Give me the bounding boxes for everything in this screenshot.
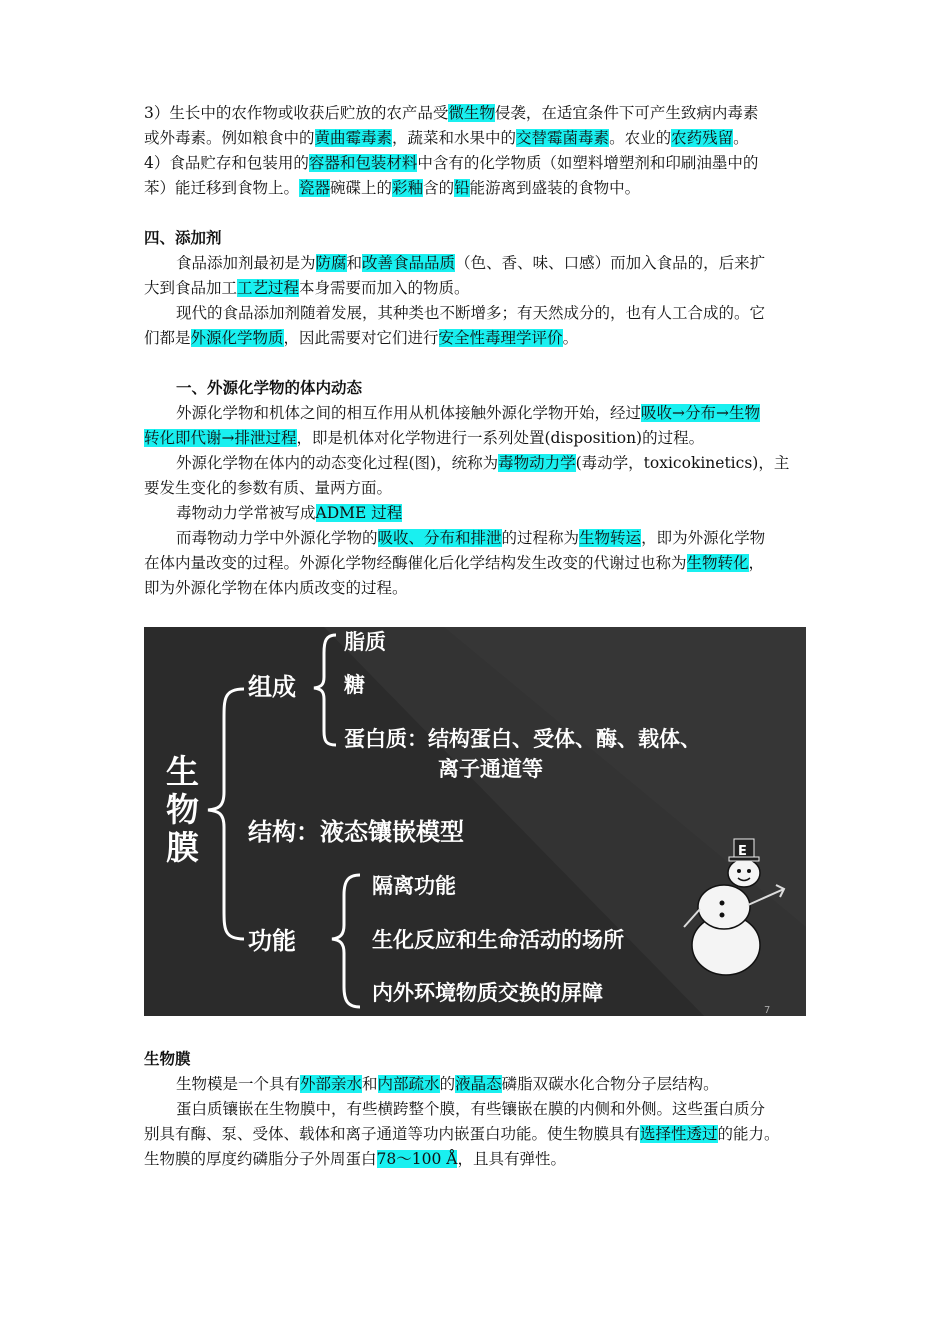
highlight: 生物转化 bbox=[686, 554, 749, 572]
paragraph-membrane-thickness: 生物膜的厚度约磷脂分子外周蛋白78～100 Å，且具有弹性。 bbox=[144, 1150, 566, 1168]
highlight: 毒物动力学 bbox=[498, 454, 576, 472]
highlight: 78～100 Å bbox=[376, 1150, 458, 1168]
section-heading-membrane: 生物膜 bbox=[144, 1050, 191, 1068]
paragraph-biotransport-cont: 在体内量改变的过程。外源化学物经酶催化后化学结构发生改变的代谢过也称为生物转化， bbox=[144, 554, 765, 572]
highlight: 生物转运 bbox=[579, 529, 642, 547]
main-brace bbox=[208, 689, 244, 939]
paragraph-biotransport: 而毒物动力学中外源化学物的吸收、分布和排泄的过程称为生物转运，即为外源化学物 bbox=[176, 529, 766, 547]
highlight: 铅 bbox=[454, 179, 470, 197]
paragraph-additives-cont: 大到食品加工工艺过程本身需要而加入的物质。 bbox=[144, 279, 470, 297]
paragraph-microbial-toxins: 3）生长中的农作物或收获后贮放的农产品受微生物侵袭，在适宜条件下可产生致病内毒素 bbox=[144, 104, 759, 122]
function-label: 功能 bbox=[248, 927, 296, 955]
paragraph-toxicokinetics: 外源化学物在体内的动态变化过程(图)，统称为毒物动力学(毒动学，toxicokinetics)，主 bbox=[176, 454, 790, 472]
paragraph-packaging-cont: 苯）能迁移到食物上。瓷器碗碟上的彩釉含的铅能游离到盛装的食物中。 bbox=[144, 179, 641, 197]
paragraph-toxicokinetics-cont: 要发生变化的参数有质、量两方面。 bbox=[144, 479, 393, 497]
highlight: 改善食品品质 bbox=[362, 254, 456, 272]
highlight: 安全性毒理学评价 bbox=[438, 329, 563, 347]
highlight: 液晶态 bbox=[455, 1075, 502, 1093]
structure-label: 结构：液态镶嵌模型 bbox=[248, 818, 464, 846]
highlight: 瓷器 bbox=[299, 179, 331, 197]
main-label-char: 生 bbox=[166, 752, 199, 791]
highlight: 吸收→分布→生物 bbox=[641, 404, 760, 422]
function-item: 内外环境物质交换的屏障 bbox=[372, 981, 603, 1005]
main-label-char: 膜 bbox=[166, 828, 199, 867]
hat-letter: E bbox=[738, 844, 747, 859]
section-heading-disposition: 一、外源化学物的体内动态 bbox=[176, 379, 363, 397]
highlight: 吸收、分布和排泄 bbox=[377, 529, 502, 547]
highlight: 彩釉 bbox=[392, 179, 424, 197]
highlight: 交替霉菌毒素 bbox=[516, 129, 610, 147]
highlight: 转化即代谢→排泄过程 bbox=[144, 429, 297, 447]
paragraph-packaging: 4）食品贮存和包装用的容器和包装材料中含有的化学物质（如塑料增塑剂和印刷油墨中的 bbox=[144, 154, 759, 172]
paragraph-disposition: 外源化学物和机体之间的相互作用从机体接触外源化学物开始，经过吸收→分布→生物 bbox=[176, 404, 760, 422]
highlight: 外源化学物质 bbox=[190, 329, 284, 347]
paragraph-adme: 毒物动力学常被写成ADME 过程 bbox=[176, 504, 403, 522]
composition-label: 组成 bbox=[248, 673, 296, 701]
highlight: 农药残留 bbox=[671, 129, 734, 147]
highlight: 内部疏水 bbox=[377, 1075, 440, 1093]
membrane-slide-graphic bbox=[144, 627, 806, 1016]
highlight: ADME 过程 bbox=[315, 504, 403, 522]
main-label-char: 物 bbox=[166, 790, 199, 829]
function-item: 隔离功能 bbox=[372, 874, 456, 898]
paragraph-membrane-definition: 生物模是一个具有外部亲水和内部疏水的液晶态磷脂双碳水化合物分子层结构。 bbox=[176, 1075, 719, 1093]
paragraph-modern-additives: 现代的食品添加剂随着发展，其种类也不断增多；有天然成分的，也有人工合成的。它 bbox=[176, 304, 766, 322]
composition-brace bbox=[314, 635, 336, 745]
slide-page-number: 7 bbox=[764, 1005, 771, 1016]
highlight: 工艺过程 bbox=[237, 279, 300, 297]
paragraph-biotransport-end: 即为外源化学物在体内质改变的过程。 bbox=[144, 579, 408, 597]
highlight: 黄曲霉毒素 bbox=[314, 129, 393, 147]
composition-item: 离子通道等 bbox=[438, 757, 543, 781]
highlight: 防腐 bbox=[315, 254, 347, 272]
highlight: 微生物 bbox=[448, 104, 495, 122]
composition-item: 蛋白质：结构蛋白、受体、酶、载体、 bbox=[344, 727, 701, 751]
highlight: 选择性透过 bbox=[640, 1125, 718, 1143]
section-heading-additives: 四、添加剂 bbox=[144, 229, 222, 247]
composition-item: 糖 bbox=[344, 673, 365, 697]
paragraph-microbial-toxins-cont: 或外毒素。例如粮食中的黄曲霉毒素，蔬菜和水果中的交替霉菌毒素。农业的农药残留。 bbox=[144, 129, 749, 147]
composition-item: 脂质 bbox=[344, 630, 386, 654]
membrane-slide bbox=[144, 627, 806, 1016]
paragraph-disposition-cont: 转化即代谢→排泄过程，即是机体对化学物进行一系列处置(disposition)的过程。 bbox=[144, 429, 705, 447]
paragraph-membrane-proteins: 蛋白质镶嵌在生物膜中，有些横跨整个膜，有些镶嵌在膜的内侧和外侧。这些蛋白质分 bbox=[176, 1100, 766, 1118]
function-brace bbox=[332, 875, 360, 1007]
paragraph-additives: 食品添加剂最初是为防腐和改善食品品质（色、香、味、口感）而加入食品的，后来扩 bbox=[176, 254, 766, 272]
paragraph-modern-additives-cont: 们都是外源化学物质，因此需要对它们进行安全性毒理学评价。 bbox=[144, 329, 579, 347]
function-item: 生化反应和生命活动的场所 bbox=[372, 928, 624, 952]
highlight: 容器和包装材料 bbox=[308, 154, 418, 172]
paragraph-membrane-proteins-cont: 别具有酶、泵、受体、载体和离子通道等功内嵌蛋白功能。使生物膜具有选择性透过的能力。 bbox=[144, 1125, 780, 1143]
highlight: 外部亲水 bbox=[300, 1075, 363, 1093]
